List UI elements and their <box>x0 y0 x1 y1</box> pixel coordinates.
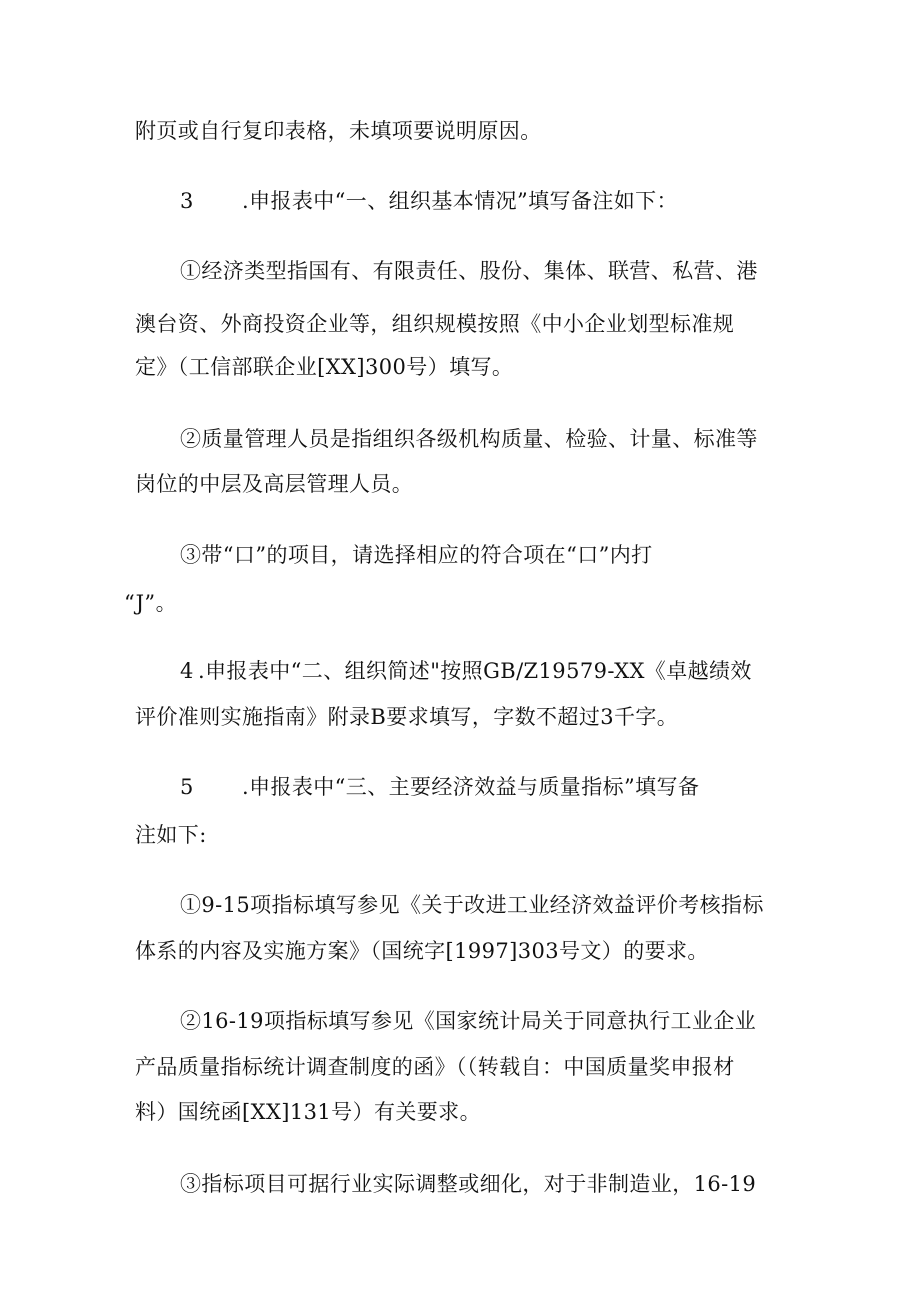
numbered-item-4 <box>180 656 752 686</box>
numbered-item-3 <box>180 186 678 216</box>
paragraph-line: 定》（工信部联企业[XX]300号）填写。 <box>135 355 514 379</box>
item-number: 5 <box>180 775 194 799</box>
item-number: 3 <box>180 189 194 213</box>
paragraph-line: 附页或自行复印表格，未填项要说明原因。 <box>135 119 542 143</box>
paragraph-line: 产品质量指标统计调查制度的函》（（转载自：中国质量奖申报材 <box>135 1055 735 1079</box>
paragraph-line: 澳台资、外商投资企业等，组织规模按照《中小企业划型标准规 <box>135 312 735 336</box>
paragraph-line: ③指标项目可据行业实际调整或细化，对于非制造业，16-19 <box>180 1172 757 1196</box>
paragraph-line: .申报表中“一、组织基本情况”填写备注如下： <box>242 189 678 213</box>
numbered-item-5 <box>180 772 699 802</box>
paragraph-line: ②质量管理人员是指组织各级机构质量、检验、计量、标准等 <box>180 427 758 451</box>
paragraph-line: .申报表中“二、组织简述"按照GB/Z19579-XX《卓越绩效 <box>198 659 752 683</box>
paragraph-line: 岗位的中层及高层管理人员。 <box>135 472 414 496</box>
paragraph-line: ③带“口”的项目，请选择相应的符合项在“口”内打 <box>180 543 653 567</box>
paragraph-line: 体系的内容及实施方案》（国统字[1997]303号文）的要求。 <box>135 939 709 963</box>
paragraph-line: .申报表中“三、主要经济效益与质量指标”填写备 <box>242 775 700 799</box>
item-number: 4 <box>180 659 194 683</box>
paragraph-line: 评价准则实施指南》附录B要求填写，字数不超过3千字。 <box>135 705 679 729</box>
paragraph-line: ①经济类型指国有、有限责任、股份、集体、联营、私营、港 <box>180 259 758 283</box>
paragraph-line: 注如下: <box>135 823 207 847</box>
paragraph-line: ②16-19项指标填写参见《国家统计局关于同意执行工业企业 <box>180 1009 757 1033</box>
paragraph-line: ①9-15项指标填写参见《关于改进工业经济效益评价考核指标 <box>180 893 764 917</box>
paragraph-line: 料）国统函[XX]131号）有关要求。 <box>135 1100 481 1124</box>
paragraph-line: “J”。 <box>124 591 177 615</box>
